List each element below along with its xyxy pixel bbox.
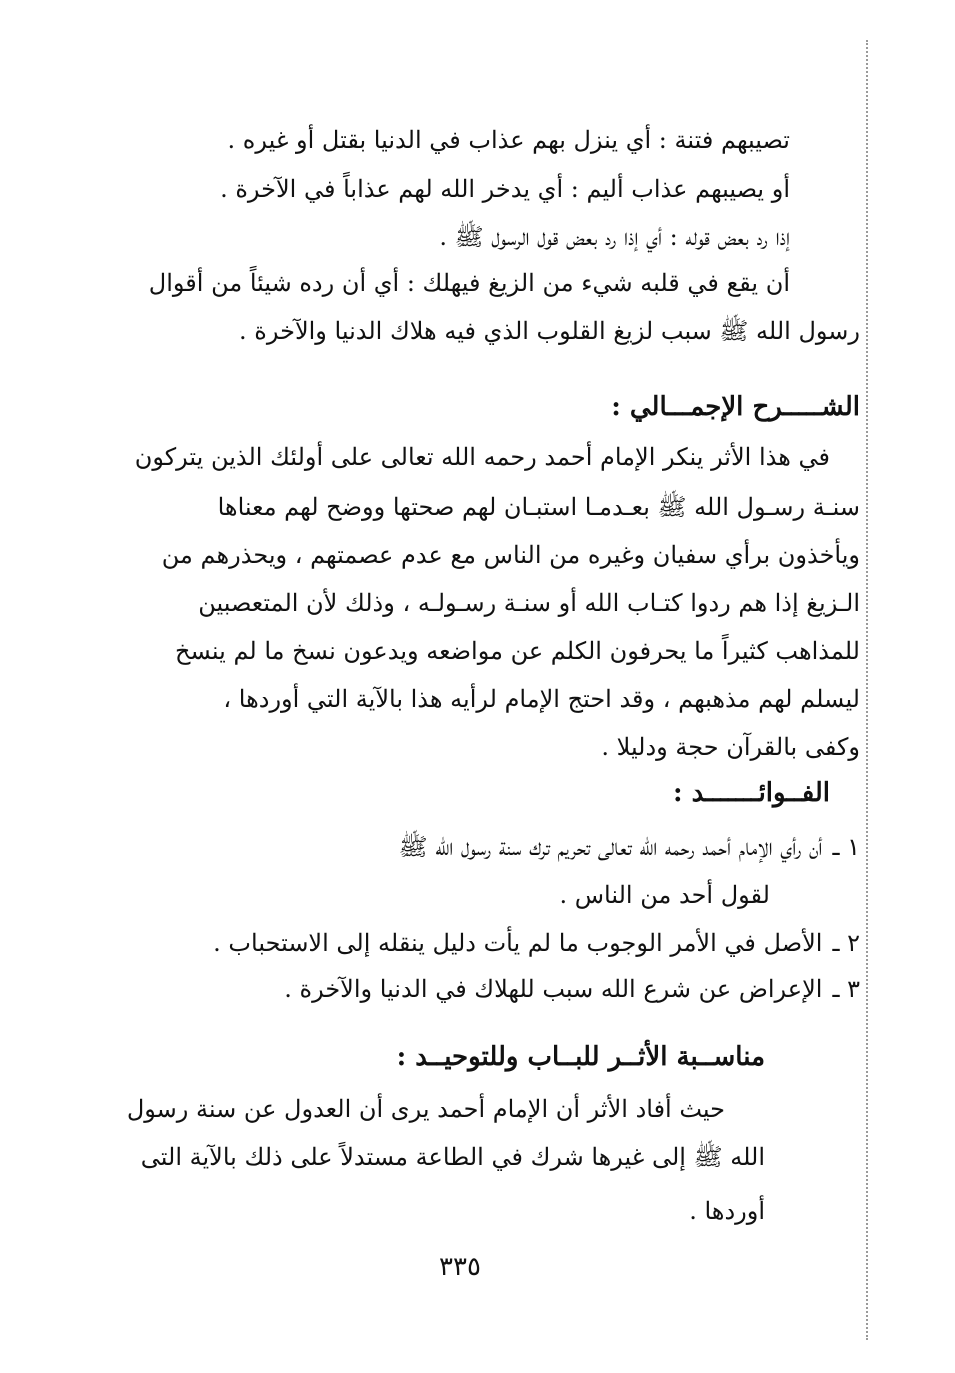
benefit-number: ١ ـ — [832, 833, 860, 861]
relevance-heading: مناســبة الأثــر للبــاب وللتوحيــد : — [396, 1042, 765, 1072]
benefit-item-1-continuation: لقول أحد من الناس . — [559, 881, 770, 909]
page-number: ٣٣٥ — [439, 1252, 481, 1282]
summary-line: وكفى بالقرآن حجة ودليلا . — [601, 733, 860, 761]
benefit-item-2 — [213, 926, 860, 960]
glossary-line: أو يصيبهم عذاب أليم : أي يدخر الله لهم عذاباً في الآخرة . — [220, 175, 790, 203]
benefit-number: ٢ ـ — [832, 929, 860, 957]
benefit-number: ٣ ـ — [832, 975, 860, 1003]
summary-heading: الشـــــرح الإجمـــالي : — [611, 392, 860, 422]
page-edge-dotted-line — [866, 40, 868, 1340]
relevance-line: حيث أفاد الأثر أن الإمام أحمد يرى أن العدول عن سنة رسول — [126, 1095, 725, 1123]
benefit-text: الإعراض عن شرع الله سبب للهلاك في الدنيا والآخرة . — [284, 975, 823, 1003]
benefit-text: أن رأي الإمام أحمد رحمه الله تعالى تحريم ترك سنة رسول الله ﷺ — [398, 833, 823, 861]
summary-line: ويأخذون برأي سفيان وغيره من الناس مع عدم عصمتهم ، ويحذرهم من — [161, 541, 860, 569]
glossary-line: إذا رد بعض قوله : أي إذا رد بعض قول الرسول ﷺ . — [439, 223, 790, 251]
benefit-item-1 — [399, 830, 860, 864]
summary-line: في هذا الأثر ينكر الإمام أحمد رحمه الله تعالى على أولئك الذين يتركون — [134, 443, 830, 471]
glossary-line: أن يقع في قلبه شيء من الزيغ فيهلك : أي أن رده شيئاً من أقوال — [148, 269, 790, 297]
summary-line: ليسلم لهم مذهبهم ، وقد احتج الإمام لرأيه هذا بالآية التي أوردها ، — [223, 685, 860, 713]
benefits-heading: الفــوائـــــــد : — [672, 778, 830, 808]
summary-line: الـزيغ إذا هم ردوا كتـاب الله أو سنـة رسـولـه ، وذلك لأن المتعصبين — [198, 589, 860, 617]
glossary-line: رسول الله ﷺ سبب لزيغ القلوب الذي فيه هلاك الدنيا والآخرة . — [239, 317, 860, 345]
summary-line: سنـة رسـول الله ﷺ بعـدمـا استبـان لهم صحتها ووضح لهم معناها — [217, 493, 860, 521]
summary-line: للمذاهب كثيراً ما يحرفون الكلم عن مواضعه ويدعون نسخ ما لم ينسخ — [175, 637, 860, 665]
benefit-item-3 — [284, 972, 860, 1006]
relevance-line: الله ﷺ إلى غيرها شرك في الطاعة مستدلاً على ذلك بالآية التى — [140, 1143, 765, 1171]
glossary-line: تصيبهم فتنة : أي ينزل بهم عذاب في الدنيا بقتل أو غيره . — [227, 126, 790, 154]
relevance-line: أوردها . — [689, 1197, 765, 1225]
benefit-text: الأصل في الأمر الوجوب ما لم يأت دليل ينقله إلى الاستحباب . — [213, 929, 823, 957]
